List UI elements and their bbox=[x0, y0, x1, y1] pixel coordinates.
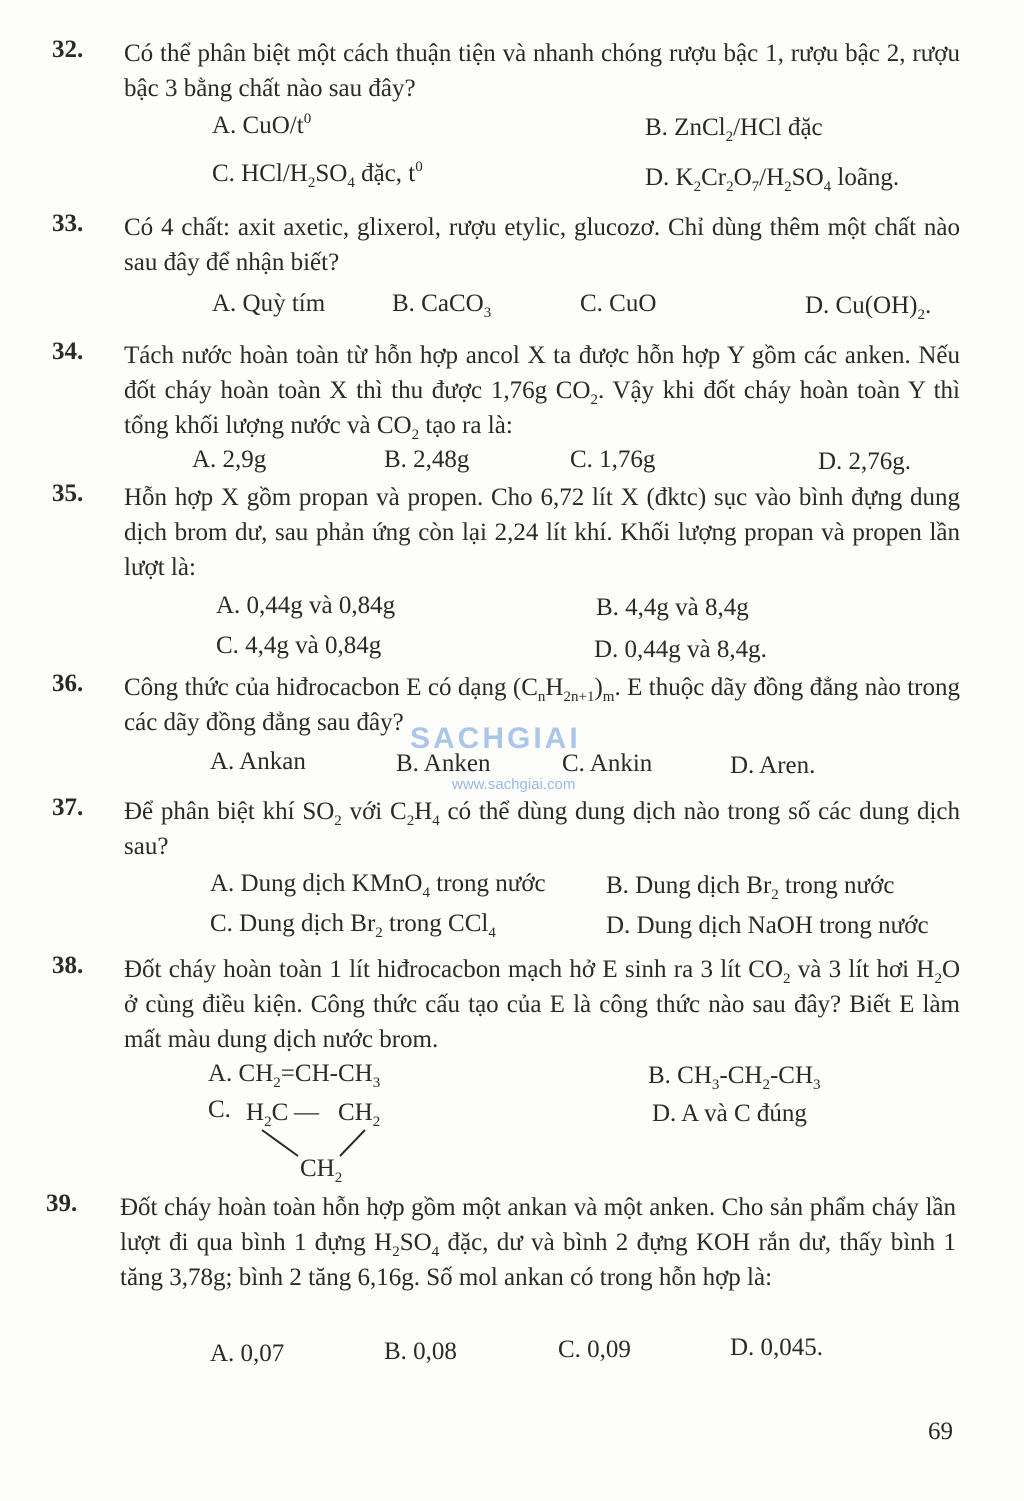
option-d: D. 2,76g. bbox=[818, 448, 912, 475]
question-number: 32. bbox=[52, 36, 84, 63]
option-d: D. $Cu(OH)_2$. bbox=[805, 292, 932, 323]
question-text: Có 4 chất: axit axetic, glixerol, rượu etylic, glucozơ. Chỉ dùng thêm một chất nào sau đây để nhận biết? bbox=[124, 214, 960, 276]
option-b: B. Dung dịch $Br_2$ trong nước bbox=[606, 872, 895, 903]
option-d: D. A và C đúng bbox=[652, 1100, 807, 1127]
option-d: D. $K_2Cr_2O_7/H_2SO_4$ loãng. bbox=[645, 164, 900, 195]
option-a: A. $CH_2=CH-CH_3$ bbox=[208, 1060, 381, 1091]
question-number: 37. bbox=[52, 794, 84, 821]
option-c: C. HCl/$H_2SO_4$ đặc, $t^0$ bbox=[212, 159, 423, 191]
option-a: A. 2,9g bbox=[192, 446, 267, 473]
option-a: A. Quỳ tím bbox=[212, 290, 326, 317]
page-number: 69 bbox=[928, 1418, 953, 1445]
option-c: C. 0,09 bbox=[558, 1336, 631, 1363]
option-c: C. 1,76g bbox=[570, 446, 656, 473]
structure-bottom: $CH_2$ bbox=[300, 1155, 343, 1186]
option-b: B. 0,08 bbox=[384, 1338, 457, 1365]
question-text: Tách nước hoàn toàn từ hỗn hợp ancol X ta được hỗn hợp Y gồm các anken. Nếu đốt cháy hoàn toàn X thì thu được 1,76g $CO_2$. Vậy khi đốt cháy hoàn toàn Y thì tổng khối lượng nước và $CO_2$ tạo ra là: bbox=[124, 342, 960, 443]
option-b: B. ZnCl$_2$/HCl đặc bbox=[645, 114, 823, 145]
question-text: Để phân biệt khí $SO_2$ với $C_2H_4$ có thể dùng dung dịch nào trong số các dung dịch sau? bbox=[124, 798, 961, 860]
option-b: B. $CH_3-CH_2-CH_3$ bbox=[648, 1062, 821, 1093]
option-a: A. 0,44g và 0,84g bbox=[216, 592, 396, 619]
question-number: 38. bbox=[52, 952, 84, 979]
option-c: C. Dung dịch $Br_2$ trong CCl$_4$ bbox=[210, 910, 496, 941]
option-c: C. bbox=[208, 1096, 231, 1123]
structure-top-left: $H_2C$ bbox=[246, 1099, 289, 1130]
question-number: 36. bbox=[52, 670, 84, 697]
question-number: 39. bbox=[46, 1190, 78, 1217]
question-text: Đốt cháy hoàn toàn hỗn hợp gồm một ankan và một anken. Cho sản phẩm cháy lần lượt đi qua bình 1 đựng $H_2SO_4$ đặc, dư và bình 2 đựng KOH rắn dư, thấy bình 1 tăng 3,78g; bình 2 tăng 6,16g. Số mol ankan có trong hỗn hợp là: bbox=[120, 1194, 956, 1291]
question-number: 34. bbox=[52, 338, 84, 365]
bond-left bbox=[262, 1130, 298, 1156]
option-c: C. Ankin bbox=[562, 750, 653, 777]
option-b: B. CaCO$_3$ bbox=[392, 290, 492, 321]
option-d: D. Aren. bbox=[730, 752, 816, 779]
option-c: C. 4,4g và 0,84g bbox=[216, 632, 382, 659]
watermark-title: SACHGIAI bbox=[410, 722, 581, 755]
structure-bond: — bbox=[294, 1099, 319, 1126]
option-d: D. 0,045. bbox=[730, 1334, 824, 1361]
structure-top-right: $CH_2$ bbox=[338, 1099, 381, 1130]
option-d: D. 0,44g và 8,4g. bbox=[594, 636, 767, 663]
option-d: D. Dung dịch NaOH trong nước bbox=[606, 912, 929, 939]
question-text: Có thể phân biệt một cách thuận tiện và nhanh chóng rượu bậc 1, rượu bậc 2, rượu bậc 3 bằng chất nào sau đây? bbox=[124, 40, 960, 102]
bond-right bbox=[340, 1130, 365, 1156]
watermark-url: www.sachgiai.com bbox=[452, 776, 576, 793]
option-a: A. 0,07 bbox=[210, 1340, 285, 1367]
option-b: B. 4,4g và 8,4g bbox=[596, 594, 749, 621]
option-b: B. Anken bbox=[396, 750, 491, 777]
option-a: A. CuO/$t^0$ bbox=[212, 111, 312, 139]
question-text: Hỗn hợp X gồm propan và propen. Cho 6,72 lít X (đktc) sục vào bình đựng dung dịch brom dư, sau phản ứng còn lại 2,24 lít khí. Khối lượng propan và propen lần lượt là: bbox=[124, 484, 960, 581]
question-number: 33. bbox=[52, 210, 84, 237]
option-b: B. 2,48g bbox=[384, 446, 470, 473]
question-text: Đốt cháy hoàn toàn 1 lít hiđrocacbon mạch hở E sinh ra 3 lít $CO_2$ và 3 lít hơi $H_2O$ ở cùng điều kiện. Công thức cấu tạo của E là công thức nào sau đây? Biết E làm mất màu dung dịch nước brom. bbox=[124, 956, 960, 1053]
question-text: Công thức của hiđrocacbon E có dạng $(C_nH_{2n+1})_m$. E thuộc dãy đồng đẳng nào trong các dãy đồng đẳng sau đây? bbox=[124, 674, 961, 736]
question-number: 35. bbox=[52, 480, 84, 507]
option-a: A. Ankan bbox=[210, 748, 306, 775]
cyclopropane-structure bbox=[210, 1098, 410, 1186]
option-c: C. CuO bbox=[580, 290, 657, 317]
option-a: A. Dung dịch KMnO$_4$ trong nước bbox=[210, 870, 546, 901]
